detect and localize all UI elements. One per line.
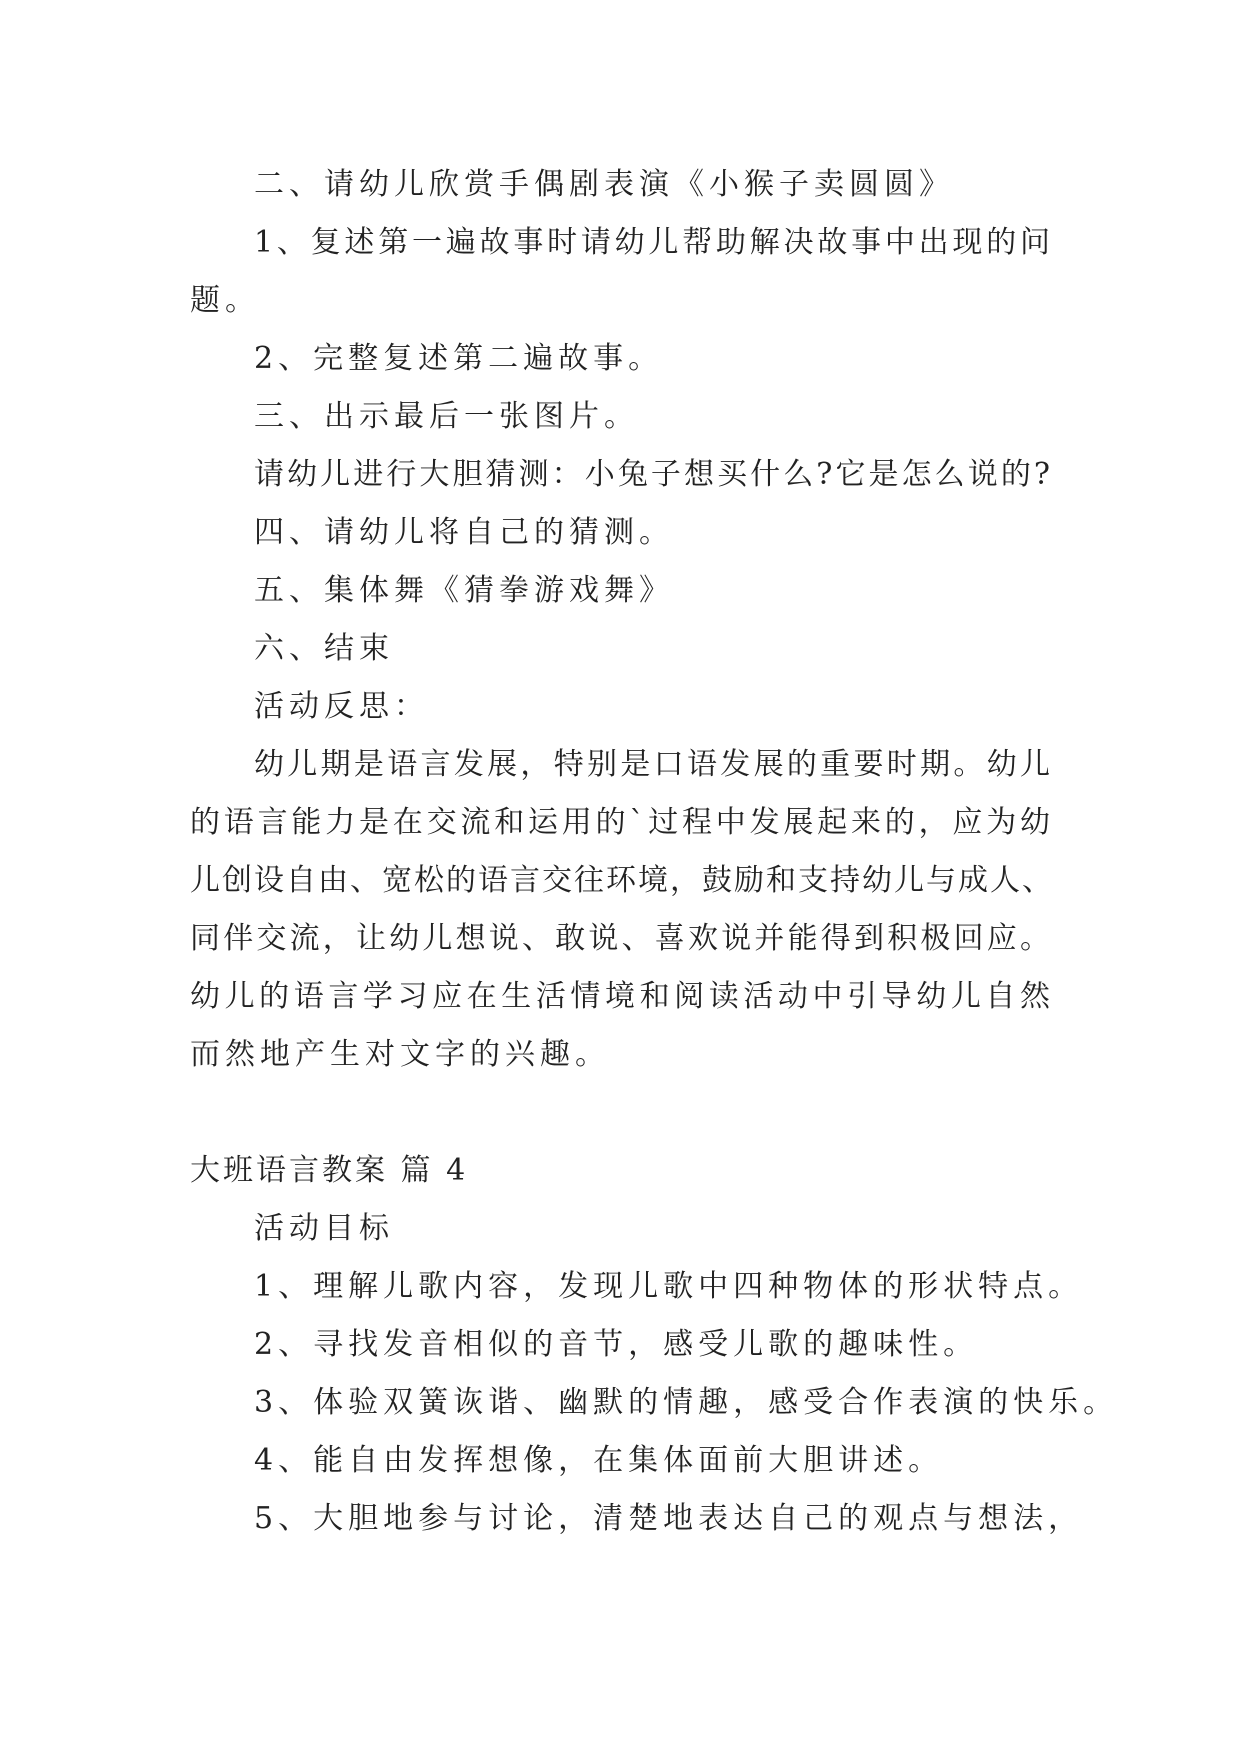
list-item: 2、完整复述第二遍故事。 [254,341,664,376]
paragraph-line: 幼儿期是语言发展，特别是口语发展的重要时期。幼儿 [254,747,1052,782]
section-heading-six: 六、结束 [254,631,394,666]
objectives-heading: 活动目标 [254,1211,394,1246]
paragraph-line: 儿创设自由、宽松的语言交往环境，鼓励和支持幼儿与成人、 [190,863,1054,898]
reflection-heading: 活动反思： [254,689,429,724]
paragraph-line: 幼儿的语言学习应在生活情境和阅读活动中引导幼儿自然 [190,979,1052,1014]
objective-item: 5、大胆地参与讨论，清楚地表达自己的观点与想法， [254,1501,1084,1536]
paragraph-line: 1、复述第一遍故事时请幼儿帮助解决故事中出现的问 [254,225,1052,260]
section-heading-five: 五、集体舞《猜拳游戏舞》 [254,573,674,608]
paragraph-line: 请幼儿进行大胆猜测：小兔子想买什么?它是怎么说的? [254,457,1052,492]
objective-item: 2、寻找发音相似的音节，感受儿歌的趣味性。 [254,1327,979,1362]
paragraph-line: 而然地产生对文字的兴趣。 [190,1037,610,1072]
section-heading-three: 三、出示最后一张图片。 [254,399,639,434]
section-heading-two: 二、请幼儿欣赏手偶剧表演《小猴子卖圆圆》 [254,167,954,202]
section-heading-four: 四、请幼儿将自己的猜测。 [254,515,674,550]
objective-item: 3、体验双簧诙谐、幽默的情趣，感受合作表演的快乐。 [254,1385,1119,1420]
lesson-title: 大班语言教案 篇 4 [190,1153,469,1188]
paragraph-line: 同伴交流，让幼儿想说、敢说、喜欢说并能得到积极回应。 [190,921,1052,956]
objective-item: 4、能自由发挥想像，在集体面前大胆讲述。 [254,1443,944,1478]
paragraph-line: 的语言能力是在交流和运用的`过程中发展起来的，应为幼 [190,805,1052,840]
paragraph-line: 题。 [190,283,260,318]
objective-item: 1、理解儿歌内容，发现儿歌中四种物体的形状特点。 [254,1269,1084,1304]
